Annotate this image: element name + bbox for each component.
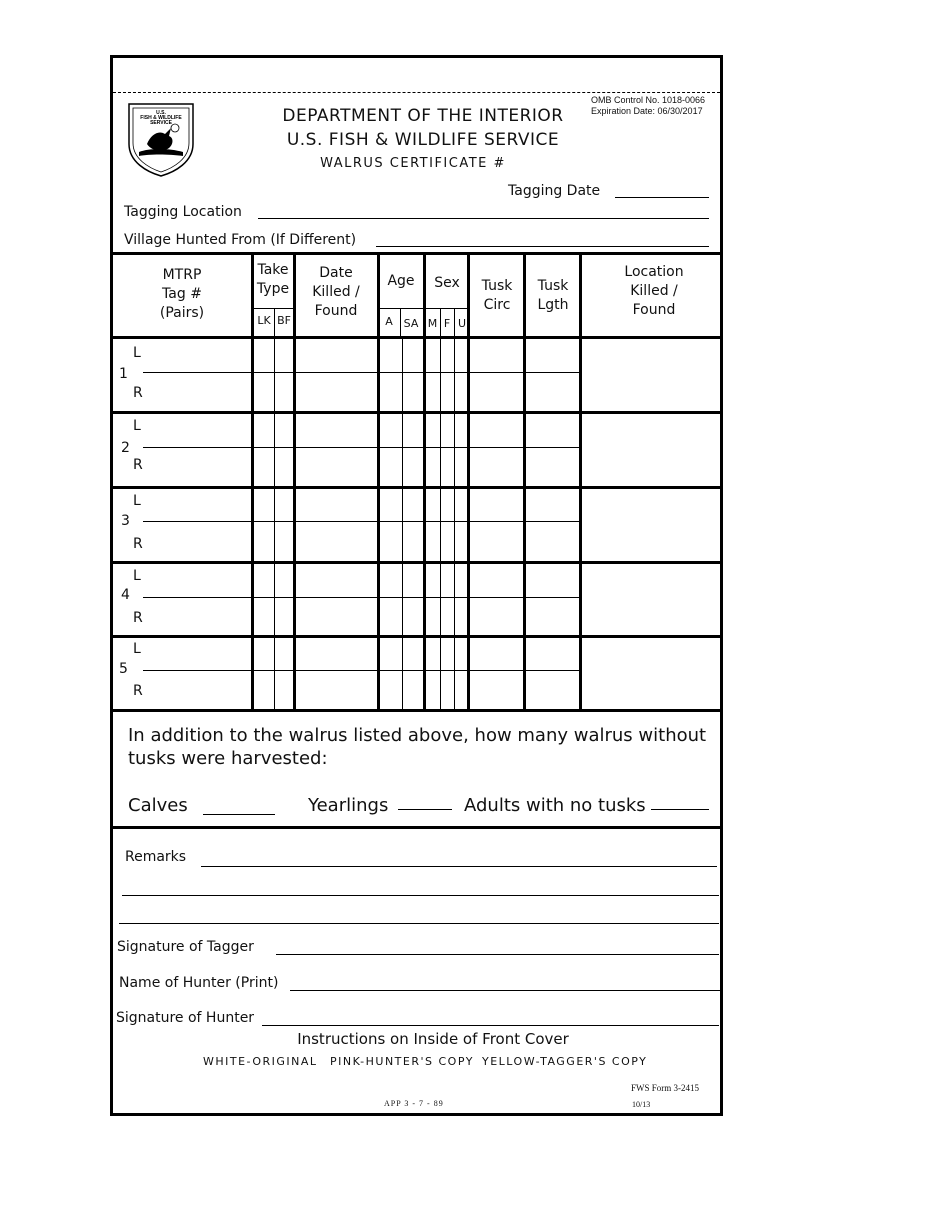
col-f-u — [454, 338, 455, 712]
omb-control: OMB Control No. 1018-0066 — [591, 95, 706, 105]
tagging-location-field[interactable] — [258, 218, 709, 219]
col-m-f — [440, 338, 441, 712]
harvest-question-2: tusks were harvested: — [128, 748, 328, 769]
harvest-bottom-rule — [113, 826, 720, 829]
sig-hunter-field[interactable] — [262, 1025, 719, 1026]
yellow-copy: YELLOW-TAGGER'S COPY — [482, 1055, 648, 1068]
row-4-num: 4 — [121, 587, 130, 603]
svg-text:SERVICE: SERVICE — [150, 120, 172, 126]
col-div-7 — [579, 252, 582, 712]
village-label: Village Hunted From (If Different) — [124, 232, 357, 248]
svg-text:U.S.: U.S. — [156, 110, 166, 116]
a-sa-divider — [400, 308, 401, 336]
row-4-l: L — [133, 568, 141, 584]
mtrp-header: MTRP Tag # (Pairs) — [159, 267, 205, 321]
yearlings-label: Yearlings — [308, 795, 389, 816]
row-2-r: R — [133, 457, 143, 473]
tagging-location-label: Tagging Location — [124, 204, 242, 220]
age-sa-header: SA — [403, 317, 419, 330]
row-1-num: 1 — [119, 366, 128, 382]
row-4-r: R — [133, 610, 143, 626]
lk-header: LK — [257, 314, 271, 327]
sig-hunter-label: Signature of Hunter — [116, 1010, 255, 1026]
col-div-5 — [467, 252, 470, 712]
age-header: Age — [387, 273, 415, 289]
sig-tagger-field[interactable] — [276, 954, 719, 955]
row-4-mid — [143, 597, 581, 598]
agency-title: U.S. FISH & WILDLIFE SERVICE — [286, 130, 560, 150]
row-4-top — [113, 561, 720, 564]
col-div-4 — [423, 252, 426, 712]
calves-field[interactable] — [203, 814, 275, 815]
col-div-1 — [251, 252, 254, 712]
omb-block — [591, 95, 705, 117]
row-5-mid — [143, 670, 581, 671]
row-1-mid — [143, 372, 581, 373]
row-2-mid — [143, 447, 581, 448]
row-3-top — [113, 486, 720, 489]
remarks-line-1[interactable] — [201, 866, 717, 867]
harvest-question-1: In addition to the walrus listed above, how many walrus without — [128, 725, 707, 746]
row-5-num: 5 — [119, 661, 128, 677]
row-5-top — [113, 635, 720, 638]
revision-date: 10/13 — [632, 1100, 651, 1109]
dashed-line — [113, 92, 720, 93]
walrus-certificate-form — [110, 55, 723, 1116]
row-5-l: L — [133, 641, 141, 657]
row-5-r: R — [133, 683, 143, 699]
app-number: APP 3 - 7 - 89 — [384, 1099, 444, 1108]
col-div-6 — [523, 252, 526, 712]
date-header: Date Killed / Found — [312, 265, 360, 319]
f-u-divider — [454, 308, 455, 336]
hunter-name-label: Name of Hunter (Print) — [119, 975, 279, 991]
village-field[interactable] — [376, 246, 709, 247]
location-header: Location Killed / Found — [624, 264, 684, 318]
tusk-circ-header: Tusk Circ — [481, 278, 513, 313]
row-1-r: R — [133, 385, 143, 401]
tagging-date-label: Tagging Date — [508, 183, 601, 199]
instructions-text: Instructions on Inside of Front Cover — [297, 1030, 569, 1048]
tagging-date-field[interactable] — [615, 197, 709, 198]
remarks-line-3[interactable] — [119, 923, 719, 924]
row-1-l: L — [133, 345, 141, 361]
sex-header: Sex — [434, 275, 460, 291]
sig-tagger-label: Signature of Tagger — [117, 939, 254, 955]
certificate-title: WALRUS CERTIFICATE # — [320, 156, 506, 171]
svg-text:FISH & WILDLIFE: FISH & WILDLIFE — [140, 115, 182, 121]
hunter-name-field[interactable] — [290, 990, 720, 991]
fws-logo-icon — [125, 100, 197, 178]
remarks-label: Remarks — [125, 849, 187, 865]
m-f-divider — [440, 308, 441, 336]
tusk-lgth-header: Tusk Lgth — [537, 278, 569, 313]
row-3-mid — [143, 521, 581, 522]
row-3-num: 3 — [121, 513, 130, 529]
table-top-rule — [113, 252, 720, 255]
sex-m-header: M — [427, 317, 438, 330]
lk-bf-divider — [274, 308, 275, 336]
col-a-sa — [402, 338, 403, 712]
adults-field[interactable] — [651, 809, 709, 810]
row-2-l: L — [133, 418, 141, 434]
table-bottom-rule — [113, 709, 720, 712]
white-copy: WHITE-ORIGINAL — [203, 1055, 318, 1068]
calves-label: Calves — [128, 795, 188, 816]
col-lk-bf — [274, 338, 275, 712]
take-type-subrule — [251, 308, 295, 309]
remarks-line-2[interactable] — [122, 895, 719, 896]
expiration-date: Expiration Date: 06/30/2017 — [591, 106, 703, 116]
row-2-top — [113, 411, 720, 414]
sex-u-header: U — [457, 317, 467, 330]
age-a-header: A — [385, 315, 393, 328]
row-1-top — [113, 336, 720, 339]
pink-copy: PINK-HUNTER'S COPY — [330, 1055, 474, 1068]
adults-label: Adults with no tusks — [464, 795, 646, 816]
col-div-2 — [293, 252, 296, 712]
row-2-num: 2 — [121, 440, 130, 456]
sex-f-header: F — [443, 317, 451, 330]
row-3-r: R — [133, 536, 143, 552]
row-3-l: L — [133, 493, 141, 509]
take-type-header: Take Type — [256, 262, 290, 297]
yearlings-field[interactable] — [398, 809, 452, 810]
dept-title: DEPARTMENT OF THE INTERIOR — [282, 106, 564, 126]
form-number: FWS Form 3-2415 — [631, 1083, 700, 1093]
bf-header: BF — [277, 314, 291, 327]
col-div-3 — [377, 252, 380, 712]
